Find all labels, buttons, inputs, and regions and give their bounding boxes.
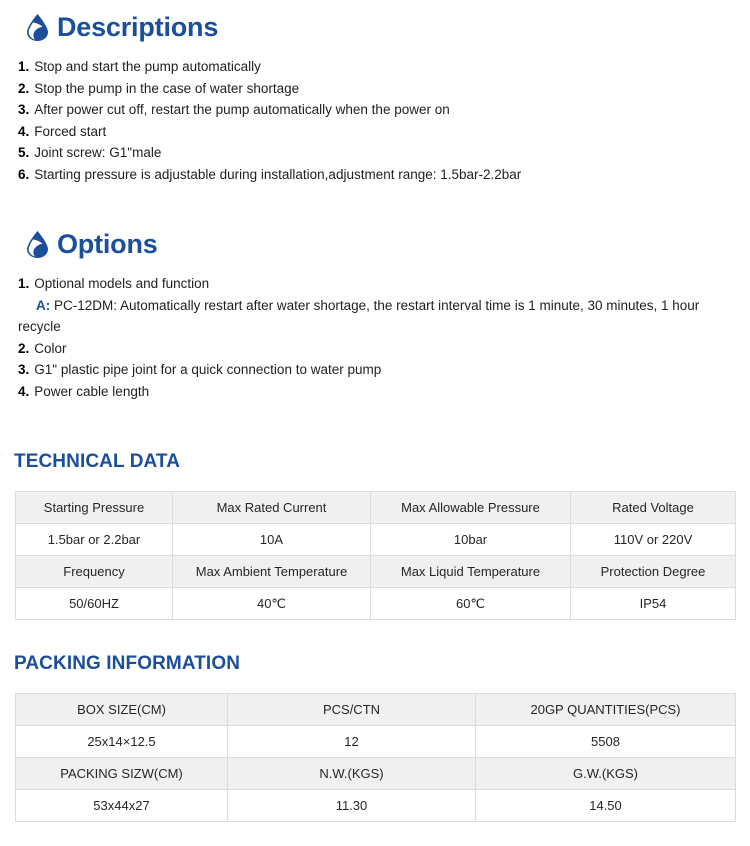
water-drop-icon xyxy=(27,14,48,41)
table-cell: 1.5bar or 2.2bar xyxy=(16,524,173,556)
list-item-number: 5. xyxy=(18,145,30,160)
table-cell: 10A xyxy=(173,524,371,556)
list-item xyxy=(18,359,738,381)
table-cell: 12 xyxy=(228,726,476,758)
table-cell: 40℃ xyxy=(173,588,371,620)
table-cell: Frequency xyxy=(16,556,173,588)
table-cell: 11.30 xyxy=(228,790,476,822)
descriptions-heading xyxy=(0,14,750,41)
packing-information-table xyxy=(15,693,736,822)
table-cell: Max Rated Current xyxy=(173,492,371,524)
table-row xyxy=(16,492,736,524)
list-item-number: 3. xyxy=(18,102,30,117)
list-item xyxy=(18,99,738,121)
table-cell: Max Liquid Temperature xyxy=(371,556,571,588)
technical-data-title: TECHNICAL DATA xyxy=(14,451,181,472)
table-cell: PCS/CTN xyxy=(228,694,476,726)
sub-item-text: PC-12DM: Automatically restart after water shortage, the restart interval time is 1 minute, 30 minutes, 1 hour recycle xyxy=(18,297,700,334)
list-item-number: 4. xyxy=(18,383,30,399)
table-row xyxy=(16,588,736,620)
list-item-text: Power cable length xyxy=(34,383,150,399)
table-cell: N.W.(KGS) xyxy=(228,758,476,790)
water-drop-icon xyxy=(27,231,48,258)
options-heading xyxy=(0,231,750,258)
table-row xyxy=(16,524,736,556)
table-row xyxy=(16,726,736,758)
list-item-number: 4. xyxy=(18,123,30,139)
list-item-text: Stop and start the pump automatically xyxy=(34,59,261,74)
list-item xyxy=(18,338,738,360)
options-list xyxy=(0,273,750,402)
table-cell: IP54 xyxy=(571,588,736,620)
table-row xyxy=(16,694,736,726)
technical-data-table xyxy=(15,491,736,620)
table-row xyxy=(16,758,736,790)
list-item xyxy=(18,56,738,78)
table-cell: 110V or 220V xyxy=(571,524,736,556)
list-item-number: 1. xyxy=(18,276,30,291)
table-cell: 10bar xyxy=(371,524,571,556)
table-cell: 20GP QUANTITIES(PCS) xyxy=(476,694,736,726)
table-cell: Protection Degree xyxy=(571,556,736,588)
list-item xyxy=(18,164,738,186)
table-cell: 50/60HZ xyxy=(16,588,173,620)
list-item-number: 1. xyxy=(18,59,30,74)
list-item xyxy=(18,121,738,143)
table-cell: 60℃ xyxy=(371,588,571,620)
list-item-text: Color xyxy=(34,340,67,356)
list-item-text: After power cut off, restart the pump automatically when the power on xyxy=(34,102,450,117)
list-item-text: Forced start xyxy=(34,123,107,139)
list-item xyxy=(18,273,738,295)
table-cell: Max Allowable Pressure xyxy=(371,492,571,524)
list-item-number: 6. xyxy=(18,166,30,182)
list-item-number: 3. xyxy=(18,362,30,377)
table-cell: 53x44x27 xyxy=(16,790,228,822)
list-sub-item xyxy=(18,295,738,338)
list-item xyxy=(18,142,738,164)
list-item-text: Stop the pump in the case of water shortage xyxy=(34,80,300,96)
packing-information-title: PACKING INFORMATION xyxy=(14,653,241,674)
table-cell: G.W.(KGS) xyxy=(476,758,736,790)
table-cell: 5508 xyxy=(476,726,736,758)
options-title: Options xyxy=(57,229,158,259)
list-item-number: 2. xyxy=(18,340,30,356)
list-item-text: Joint screw: G1"male xyxy=(34,145,162,160)
table-row xyxy=(16,556,736,588)
list-item xyxy=(18,381,738,403)
list-item-text: G1" plastic pipe joint for a quick connection to water pump xyxy=(34,362,382,377)
table-cell: Max Ambient Temperature xyxy=(173,556,371,588)
list-item-text: Starting pressure is adjustable during installation,adjustment range: 1.5bar-2.2bar xyxy=(34,166,522,182)
table-row xyxy=(16,790,736,822)
list-item-number: 2. xyxy=(18,80,30,96)
table-cell: Starting Pressure xyxy=(16,492,173,524)
sub-item-label: A: xyxy=(36,297,51,313)
descriptions-title: Descriptions xyxy=(57,12,219,42)
table-cell: BOX SIZE(CM) xyxy=(16,694,228,726)
list-item xyxy=(18,78,738,100)
descriptions-list xyxy=(0,56,750,185)
table-cell: 14.50 xyxy=(476,790,736,822)
table-cell: Rated Voltage xyxy=(571,492,736,524)
table-cell: PACKING SIZW(CM) xyxy=(16,758,228,790)
list-item-text: Optional models and function xyxy=(34,276,210,291)
table-cell: 25x14×12.5 xyxy=(16,726,228,758)
